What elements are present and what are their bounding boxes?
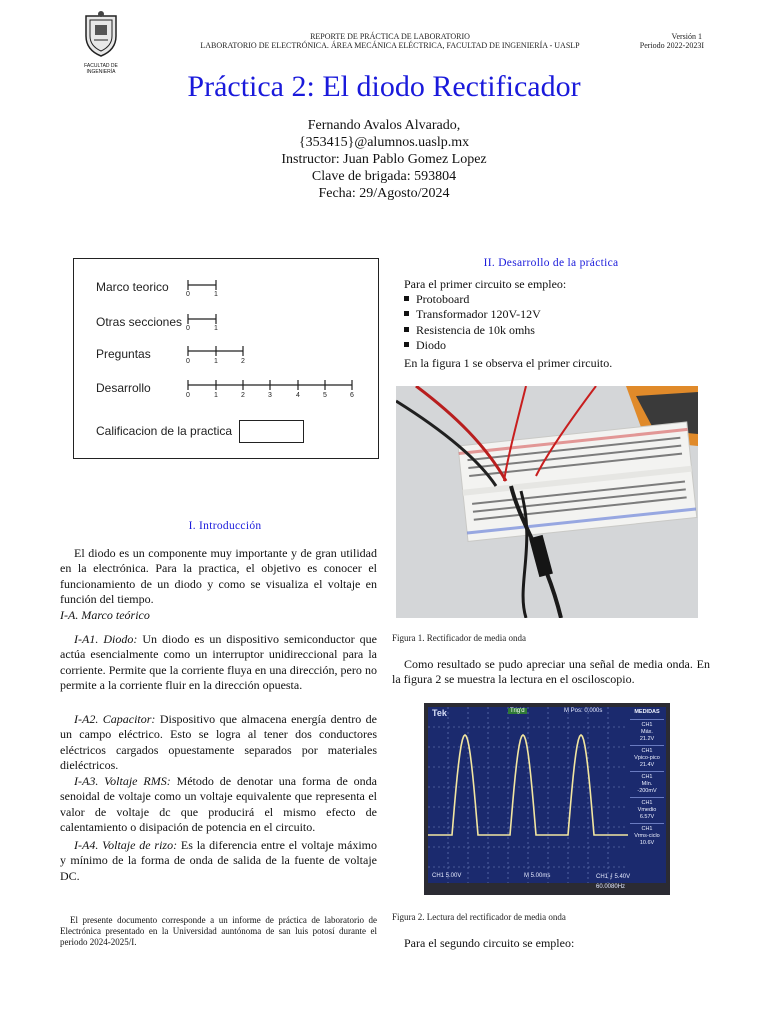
measure-item[interactable]: CH1 Vpico-pico 21.4V	[630, 745, 664, 771]
grade-label-marco: Marco teorico	[96, 280, 169, 294]
footnote: El presente documento corresponde a un informe de práctica de laboratorio de Electrónica presentado en la Universidad auntónoma de san luis potosí durante el periodo 2024-2025/I.	[60, 915, 377, 947]
tick-label: 1	[214, 358, 218, 365]
tick-label: 6	[350, 392, 354, 399]
instructor: Instructor: Juan Pablo Gomez Lopez	[281, 152, 487, 167]
marco-teorico-subheading: I-A. Marco teórico	[60, 608, 150, 622]
tick-label: 3	[268, 392, 272, 399]
tick-label: 0	[186, 325, 190, 332]
breadboard-photo	[396, 386, 698, 618]
desarrollo-after: En la figura 1 se observa el primer circuito.	[404, 356, 613, 370]
tick-label: 4	[296, 392, 300, 399]
header-version: Versión 1	[671, 32, 702, 41]
header-line-2: LABORATORIO DE ELECTRÓNICA. ÁREA MECÁNICA ELÉCTRICA, FACULTAD DE INGENIERÍA - UASLP	[200, 41, 580, 50]
figure-1-caption: Figura 1. Rectificador de media onda	[392, 633, 526, 643]
page-title: Práctica 2: El diodo Rectificador	[187, 70, 581, 103]
grade-label-desarrollo: Desarrollo	[96, 381, 151, 395]
scope-ch1-scale: CH1 5.00V	[432, 873, 462, 879]
date: Fecha: 29/Agosto/2024	[318, 186, 450, 201]
scope-timebase: M 5.00ms	[524, 873, 551, 879]
scope-graticule	[428, 707, 631, 883]
measure-item[interactable]: CH1 Máx. 21.2V	[630, 719, 664, 745]
list-item: Protoboard	[404, 292, 541, 307]
def-diodo: I-A1. Diodo: Un diodo es un dispositivo semiconductor que actúa esencialmente como un interruptor unidireccional para la corriente. Permite que la corriente fluya en una dirección, pero no permite a la corriente fluir en la dirección opuesta.	[60, 632, 377, 692]
shield-icon	[80, 10, 122, 58]
menu-title: MEDIDAS	[634, 709, 660, 715]
intro-heading: I. Introducción	[188, 520, 262, 532]
grading-box	[73, 258, 379, 459]
final-grade-label: Calificacion de la practica	[96, 424, 233, 438]
tick-label: 0	[186, 358, 190, 365]
def-capacitor: I-A2. Capacitor: Dispositivo que almacena energía dentro de un campo eléctrico. Esto se logra al tener dos conductores eléctricos cargados opuestamente separados por materiales dieléctricos.	[60, 712, 377, 772]
figure-1-photo	[396, 386, 698, 618]
brigade-code: Clave de brigada: 593804	[311, 169, 457, 184]
def-tag: I-A1. Diodo:	[74, 632, 138, 646]
header-period: Periodo 2022-2023I	[639, 41, 704, 50]
scope-measurements	[630, 707, 664, 849]
tick-label: 1	[214, 325, 218, 332]
desarrollo-lead: Para el primer circuito se empleo:	[404, 277, 567, 291]
intro-paragraph: El diodo es un componente muy importante y de gran utilidad en la electrónica. Para la practica, el objetivo es conocer el funcionamiento de un diodo y como se visualiza el voltaje en función del tiempo.	[60, 546, 377, 606]
figure-2-oscilloscope	[424, 703, 670, 895]
grade-label-otras: Otras secciones	[96, 315, 183, 329]
author-email: {353415}@alumnos.uaslp.mx	[298, 135, 470, 150]
figure-2-caption: Figura 2. Lectura del rectificador de media onda	[392, 912, 566, 922]
def-voltaje-rms: I-A3. Voltaje RMS: Método de denotar una forma de onda senoidal de voltaje como un voltaje equivalente que representa el valor de voltaje dc que producirá el mismo efecto de calentamiento o disipación de potencia en el circuito.	[60, 774, 377, 834]
scope-trigger-level: CH1 ⨍ 5.40V	[596, 874, 631, 880]
measure-item[interactable]: CH1 Vrms-ciclo 10.6V	[630, 823, 664, 849]
list-item: Diodo	[404, 338, 541, 353]
header-line-1: REPORTE DE PRÁCTICA DE LABORATORIO	[310, 32, 470, 41]
tick-label: 0	[186, 291, 190, 298]
measure-item[interactable]: CH1 Mín. -200mV	[630, 771, 664, 797]
scope-brand: Tek	[432, 708, 447, 718]
final-grade-field[interactable]	[239, 420, 304, 443]
def-voltaje-rizo: I-A4. Voltaje de rizo: Es la diferencia entre el voltaje máximo y mínimo de la forma de onda de salida de la fuente de voltaje DC.	[60, 838, 377, 883]
tick-label: 2	[241, 392, 245, 399]
measure-item[interactable]: CH1 Vmedio 6.57V	[630, 797, 664, 823]
second-circuit-lead: Para el segundo circuito se empleo:	[404, 936, 575, 950]
def-tag: I-A2. Capacitor:	[74, 712, 156, 726]
university-logo	[80, 10, 122, 75]
scope-trace	[428, 735, 628, 835]
materials-list	[404, 292, 541, 353]
author-name: Fernando Avalos Alvarado,	[307, 118, 461, 133]
logo-caption: FACULTAD DE INGENIERÍA	[84, 63, 118, 75]
list-item: Resistencia de 10k omhs	[404, 323, 541, 338]
grade-label-preguntas: Preguntas	[96, 347, 151, 361]
def-tag: I-A4. Voltaje de rizo:	[74, 838, 178, 852]
tick-label: 1	[214, 291, 218, 298]
tick-label: 0	[186, 392, 190, 399]
tick-label: 1	[214, 392, 218, 399]
scope-trig-status: Trig'd	[510, 708, 525, 714]
result-paragraph: Como resultado se pudo apreciar una señal de media onda. En la figura 2 se muestra la lectura en el osciloscopio.	[392, 657, 710, 687]
desarrollo-heading: II. Desarrollo de la práctica	[483, 257, 619, 269]
tick-label: 2	[241, 358, 245, 365]
scope-mpos: M Pos: 0.000s	[564, 708, 603, 714]
scope-frequency: 60.0080Hz	[596, 884, 626, 890]
tick-label: 5	[323, 392, 327, 399]
list-item: Transformador 120V-12V	[404, 307, 541, 322]
def-tag: I-A3. Voltaje RMS:	[74, 774, 171, 788]
